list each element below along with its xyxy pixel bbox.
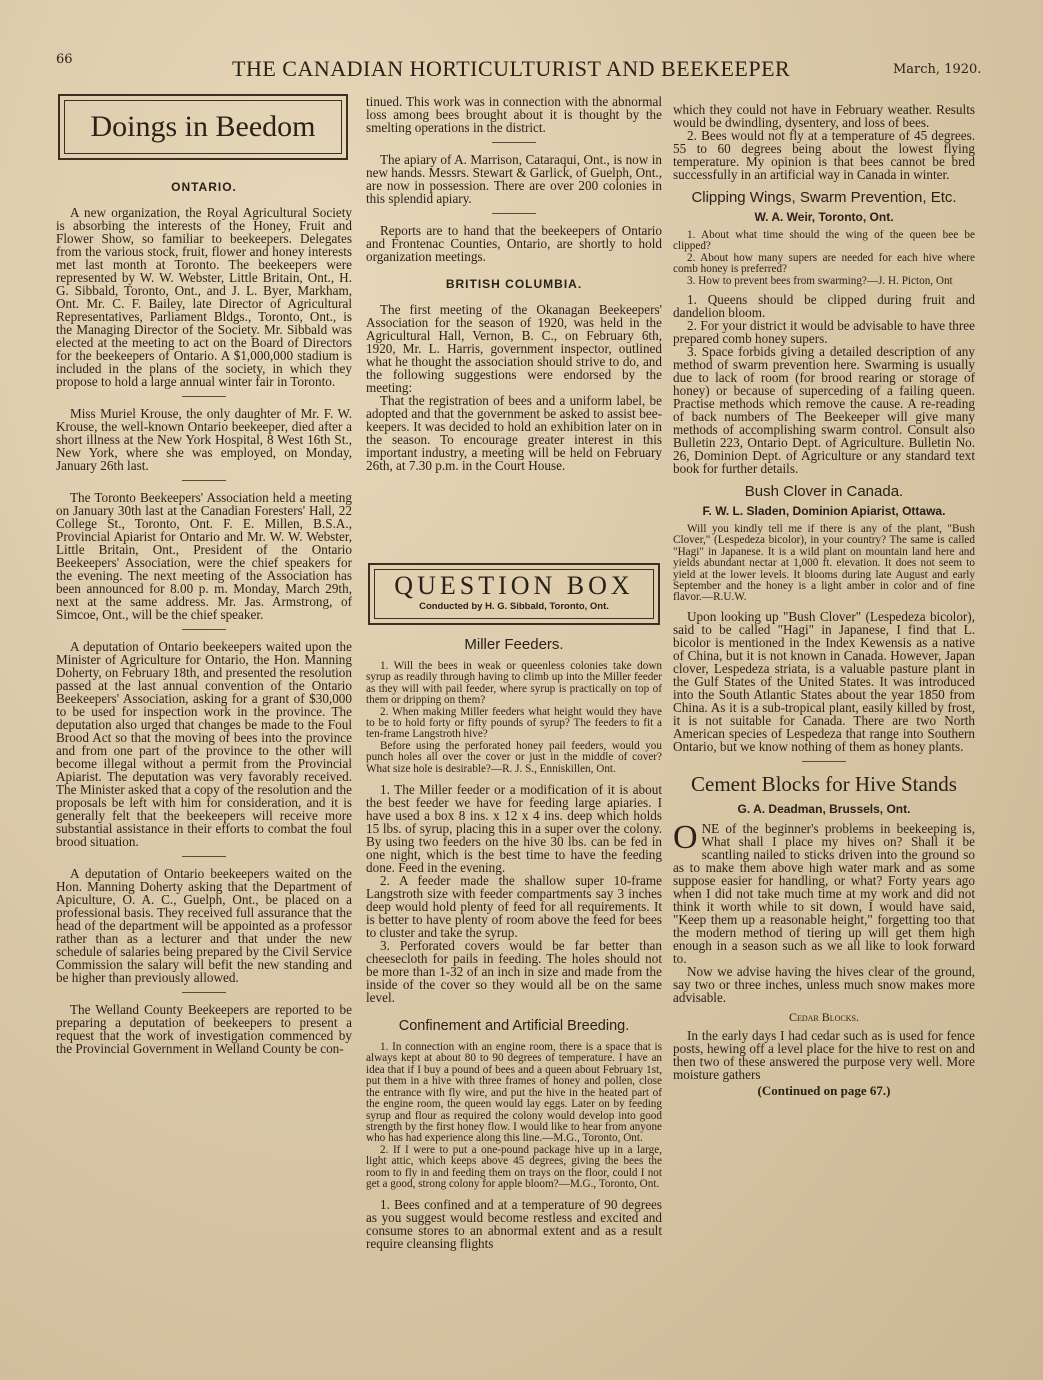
doings-in-beedom-masthead: [58, 94, 348, 160]
byline-sladen: F. W. L. Sladen, Dominion Apiarist, Ottawa.: [702, 504, 946, 519]
divider: [182, 396, 226, 397]
heading-bush-clover: Bush Clover in Canada.: [744, 483, 904, 501]
answer-confinement-2: 2. Bees would not fly at a temperature of 45 degrees. 55 to 60 degrees being about the lowest flying temperature. My opinion is that bees cannot be bred successfully in an artificial way in Canada in winter.: [673, 128, 975, 182]
question-clipping-3: 3. How to prevent bees from swarming?—J. H. Picton, Ont: [687, 274, 953, 287]
answer-miller-1: 1. The Miller feeder or a modification of it is about the best feeder we have for feeding large apiaries. I have used a box 8 ins. x 12 x 4 ins. deep which holds 15 lbs. of syrup, placing this in a super over the colony. By using two feeders on the hive 30 lbs. can be fed in one night, which is the best time to have the feeding done. Feed in the evening.: [366, 782, 662, 876]
question-confinement-2: 2. If I were to put a one-pound package hive up in a large, light attic, which keeps above 45 degrees, giving the bees the room to fly in and feeding them on trays on the floor, could I not get a good, strong colony for apple bloom?—M.G., Toronto, Ont.: [366, 1143, 662, 1190]
page-number: 66: [56, 52, 73, 67]
heading-clipping-wings: Clipping Wings, Swarm Prevention, Etc.: [691, 189, 957, 206]
question-bush-clover: Will you kindly tell me if there is any of the plant, "Bush Clover," (Lespedeza bicolor), in your country? The same is called "Hagi" in Japanese. It is a wild plant on mountain land here and yields abundant nectar at 1,000 ft. elevation. It does not seem to yield at the lower levels. It blooms during late August and early September and the honey is a light amber in color and of fine flavor.—R.U.W.: [673, 523, 975, 604]
column-3: [673, 103, 975, 1099]
section-british-columbia: BRITISH COLUMBIA.: [445, 277, 583, 291]
question-miller-3: Before using the perforated honey pail feeders, would you punch holes all over the cover or just in the middle of cover? What size hole is desirable?—R. J. S., Enniskillen, Ont.: [366, 739, 662, 775]
divider: [492, 213, 536, 214]
article-welland-county: The Welland County Beekeepers are reported to be preparing a deputation of beekeepers to present a request that the work of investigation commenced by the Provincial Government in Welland County be con-: [56, 1002, 352, 1056]
divider: [182, 629, 226, 630]
article-cement-blocks-2: Now we advise having the hives clear of the ground, say two or three inches, unless much snow makes more advisable.: [673, 963, 975, 1005]
byline-deadman: G. A. Deadman, Brussels, Ont.: [737, 801, 911, 816]
subheading-cedar-blocks: Cedar Blocks.: [788, 1009, 859, 1024]
question-box-banner: [368, 563, 660, 625]
section-ontario: ONTARIO.: [171, 180, 237, 194]
article-muriel-krouse: Miss Muriel Krouse, the only daughter of Mr. F. W. Krouse, the well-known Ontario beekeeper, died after a short illness at the New York Hospital, 8 West 16th St., New York, where she was employed, on Monday, January 26th last.: [56, 406, 352, 473]
answer-clipping-1: 1. Queens should be clipped during fruit and dandelion bloom.: [673, 292, 975, 321]
article-marrison-apiary: The apiary of A. Marrison, Cataraqui, Ont., is now in new hands. Messrs. Stewart & Garlick, of Guelph, Ont., are now in possession. There are over 200 colonies in this splendid apiary.: [366, 152, 662, 206]
divider: [182, 992, 226, 993]
question-box-byline: Conducted by H. G. Sibbald, Toronto, Ont.: [419, 601, 609, 612]
question-miller-1: 1. Will the bees in weak or queenless colonies take down syrup as readily through having to climb up into the Miller feeder as they will with pail feeder, where syrup is practically on top of them or dripping on them?: [366, 660, 662, 707]
heading-confinement-breeding: Confinement and Artificial Breeding.: [398, 1018, 630, 1035]
article-cement-blocks-1-text: NE of the beginner's problems in beekeeping is, What shall I place my hives on? Shall it be scantling nailed to sticks driven into the ground so as to make them above high water mark and as some suppose easier for handling, or what? Forty years ago when I did not take much time at my work and did not think it worth while to sit down, I would have said, "Keep them up a reasonable height," forgetting too that the modern method of tiering up will get them high enough in a season such as we all like to look forward to.: [673, 820, 975, 966]
continued-note: (Continued on page 67.): [757, 1082, 891, 1098]
column-1: [56, 180, 352, 1055]
publication-title: THE CANADIAN HORTICULTURIST AND BEEKEEPER: [232, 56, 791, 81]
byline-weir: W. A. Weir, Toronto, Ont.: [754, 210, 894, 224]
divider: [182, 480, 226, 481]
question-clipping-1: 1. About what time should the wing of the queen bee be clipped?: [673, 229, 975, 253]
article-deputation-apiculture: A deputation of Ontario beekeepers waited on the Hon. Manning Doherty asking that the Department of Apiculture, O. A. C., Guelph, Ont., be placed on a professional basis. They received full assurance that the head of the department will be appointed as a professor rather than as a lecturer and that under the new schedule of salaries being prepared by the Civil Service Commission the salary will befit the new standing and be higher than previously allowed.: [56, 866, 352, 985]
article-royal-agricultural-society: A new organization, the Royal Agricultural Society is absorbing the interests of the Honey, Fruit and Flower Show, so familiar to beekeepers. Delegates from the various stock, fruit, flower and honey interests met last month at Toronto. The beekeepers were represented by W. W. Webster, Little Britain, Ont., H. G. Sibbald, Toronto, Ont., and J. L. Byer, Markham, Ont. Mr. C. F. Bailey, late Director of Agricultural Representatives, Parliament Bldgs., Toronto, Ont., is the Managing Director of the Society. Mr. Sibbald was elected at the meeting to act on the Board of Directors for the beekeepers of Ontario. A $1,000,000 stadium is included in the plans of the society, in which they propose to hold a large annual winter fair in Toronto.: [56, 205, 352, 389]
answer-confinement-1: 1. Bees confined and at a temperature of 90 degrees as you suggest would become restless and excited and consume stores to an abnormal extent and as a result require cleansing flights: [366, 1197, 662, 1252]
question-clipping-2: 2. About how many supers are needed for each hive where comb honey is preferred?: [673, 251, 975, 276]
article-deputation-minister: A deputation of Ontario beekeepers waited upon the Minister of Agriculture for Ontario, the Hon. Manning Doherty, on February 18th, and presented the resolution passed at the last annual convention of the Ontario Beekeepers' Association, asking for a grant of $30,000 to be used for inspection work in the province. The deputation also urged that changes be made to the Foul Brood Act so that the moving of bees into the province and from one part of the province to the other will become illegal without a permit from the Provincial Apiarist. The deputation was very favorably received. The Minister asked that a copy of the resolution and the proposals be left with him for consideration, and it is generally felt that the beekeepers will receive more substantial assistance in their efforts to combat the foul brood situation.: [56, 639, 352, 849]
article-cement-blocks-3: In the early days I had cedar such as is used for fence posts, hewing off a level place for the hive to rest on and then two of these answered the purpose very well. More moisture gathers: [673, 1027, 975, 1082]
question-miller-2: 2. When making Miller feeders what height would they have to be to hold forty or fifty pounds of syrup? The feeders to fit a ten-frame Langstroth hive?: [366, 705, 662, 741]
question-box-title: QUESTION BOX: [394, 571, 634, 600]
article-cement-blocks-1: [673, 818, 975, 966]
masthead-title: Doings in Beedom: [90, 110, 316, 143]
answer-bush-clover: Upon looking up "Bush Clover" (Lespedeza bicolor), said to be called "Hagi" in Japanese, I find that L. bicolor is mentioned in the Index Kewensis as a native of China, but it is not known in Canada. However, Japan clover, Lespedeza striata, is a valuable pasture plant in the Gulf States of the United States. It was introduced into the South Atlantic States about the year 1850 from China. As it is a sub-tropical plant, easily killed by frost, it is not suitable for Canada. There are two North American species of Lespedeza that range into Southern Ontario, but we know nothing of them as honey plants.: [673, 608, 975, 754]
article-continued-smelting: tinued. This work was in connection with the abnormal loss among bees brought about it is thought by the smelting operations in the district.: [366, 94, 662, 135]
article-organization-meetings: Reports are to hand that the beekeepers of Ontario and Frontenac Counties, Ontario, are shortly to hold organization meetings.: [366, 223, 662, 264]
answer-clipping-3: 3. Space forbids giving a detailed description of any method of swarm prevention here. Swarming is usually due to lack of room (for brood rearing or storage of honey) or because of superceding of a failing queen. Practise methods which remove the cause. A re-reading of back numbers of The Beekeeper will give many methods of accomplishing swarm control. Consult also Bulletin 223, Ontario Dept. of Agriculture. Bulletin No. 26, Dominion Dept. of Agriculture or any standard text book for further details.: [673, 344, 975, 477]
drop-cap: O: [673, 818, 698, 856]
column-2-top: [366, 95, 662, 472]
article-okanagan-meeting: The first meeting of the Okanagan Beekeepers' Association for the season of 1920, was held in the Agricultural Hall, Vernon, B. C., on February 6th, 1920, Mr. L. Harris, government inspector, outlined what he thought the association should strive to do, and the following suggestions were endorsed by the meeting:: [366, 302, 662, 395]
heading-cement-blocks: Cement Blocks for Hive Stands: [691, 771, 957, 796]
column-2-bottom: [366, 636, 662, 1250]
divider: [182, 856, 226, 857]
issue-date: March, 1920.: [893, 62, 982, 77]
answer-confinement-1-cont: which they could not have in February weather. Results would be dwindling, dysentery, and loss of bees.: [673, 102, 975, 130]
divider: [492, 142, 536, 143]
article-okanagan-resolutions: That the registration of bees and a uniform label, be adopted and that the government be asked to assist bee-keepers. It was decided to hold an exhibition later on in the season. To encourage greater interest in this important industry, a meeting will be held on February 26th, at 7.30 p.m. in the Court House.: [366, 393, 662, 473]
divider: [802, 761, 846, 762]
heading-miller-feeders: Miller Feeders.: [464, 636, 564, 653]
article-toronto-beekeepers: The Toronto Beekeepers' Association held a meeting on January 30th last at the Canadian Foresters' Hall, 22 College St., Toronto, Ont. F. E. Millen, B.S.A., Provincial Apiarist for Ontario and Mr. W. W. Webster, Little Britain, Ont., President of the Ontario Beekeepers' Association, were the chief speakers for the evening. The next meeting of the Association has been announced for 8.00 p. m. Monday, March 29th, next at the same address. Mr. Jas. Armstrong, of Simcoe, Ont., will be the chief speaker.: [56, 490, 352, 622]
question-confinement-1: 1. In connection with an engine room, there is a space that is always kept at about 80 to 90 degrees of temperature. I have an idea that if I buy a pound of bees and a queen about February 1st, put them in a hive with three frames of honey and pollen, close the entrance with fly wire, and put the hive in the heated part of the engine room, the queen would lay eggs. Later on by feeding syrup and flour as required the colony would develop into good strength by the first honey flow. I would like to hear from anyone who has had experience along this line.—M.G., Toronto, Ont.: [366, 1041, 662, 1145]
answer-clipping-2: 2. For your district it would be advisable to have three prepared comb honey supers.: [673, 318, 975, 347]
answer-miller-2: 2. A feeder made the shallow super 10-frame Langstroth size with feeder compartments say 3 inches deep would hold plenty of feed for all requirements. It is better to have plenty of room above the feed for bees to cluster and take the syrup.: [366, 873, 662, 941]
answer-miller-3: 3. Perforated covers would be far better than cheesecloth for pails in feeding. The holes should not be more than 1-32 of an inch in size and made from the inside of the cover so they would all be on the same level.: [366, 938, 662, 1006]
